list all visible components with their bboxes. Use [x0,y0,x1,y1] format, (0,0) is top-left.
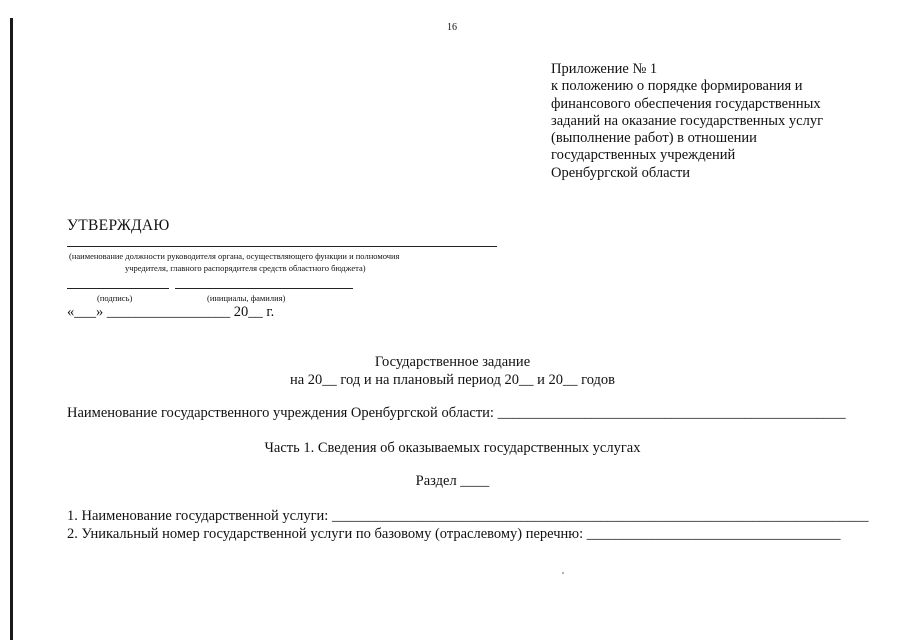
appendix-line: финансового обеспечения государственных [551,95,821,112]
page-number: 16 [447,22,457,33]
document-title: Государственное задание [374,354,531,370]
service-number-line: 2. Уникальный номер государственной услуги по базовому (отраслевому) перечню: ___________________________________ [67,526,841,542]
appendix-line: Приложение № 1 [551,61,658,77]
appendix-line: заданий на оказание государственных услуг [551,112,824,129]
name-fill-line [175,288,353,289]
name-caption: (инициалы, фамилия) [207,293,286,303]
position-caption-continued: учредителя, главного распорядителя средств областного бюджета) [125,263,366,273]
signature-caption: (подпись) [97,293,133,303]
appendix-line: к положению о порядке формирования и [551,78,803,95]
page-binding-line [10,18,13,640]
approval-title: УТВЕРЖДАЮ [67,217,170,234]
position-caption: (наименование должности руководителя органа, осуществляющего функции и полномочия [69,251,400,261]
document-period: на 20__ год и на плановый период 20__ и 20__ годов [289,372,616,388]
appendix-line: (выполнение работ) в отношении [551,130,757,147]
position-fill-line [67,246,497,247]
institution-name-line: Наименование государственного учреждения Оренбургской области: ________________________________________________ [67,405,846,421]
appendix-line: государственных учреждений [551,147,736,164]
appendix-block [551,61,871,182]
service-name-line: 1. Наименование государственной услуги: __________________________________________________________________________ [67,508,869,524]
signature-fill-line [67,288,169,289]
approval-date-line: «___» _________________ 20__ г. [67,304,275,320]
scan-speck [562,572,564,574]
part-1-heading: Часть 1. Сведения об оказываемых государственных услугах [264,440,641,456]
section-heading: Раздел ____ [415,473,490,489]
appendix-line: Оренбургской области [551,164,691,181]
